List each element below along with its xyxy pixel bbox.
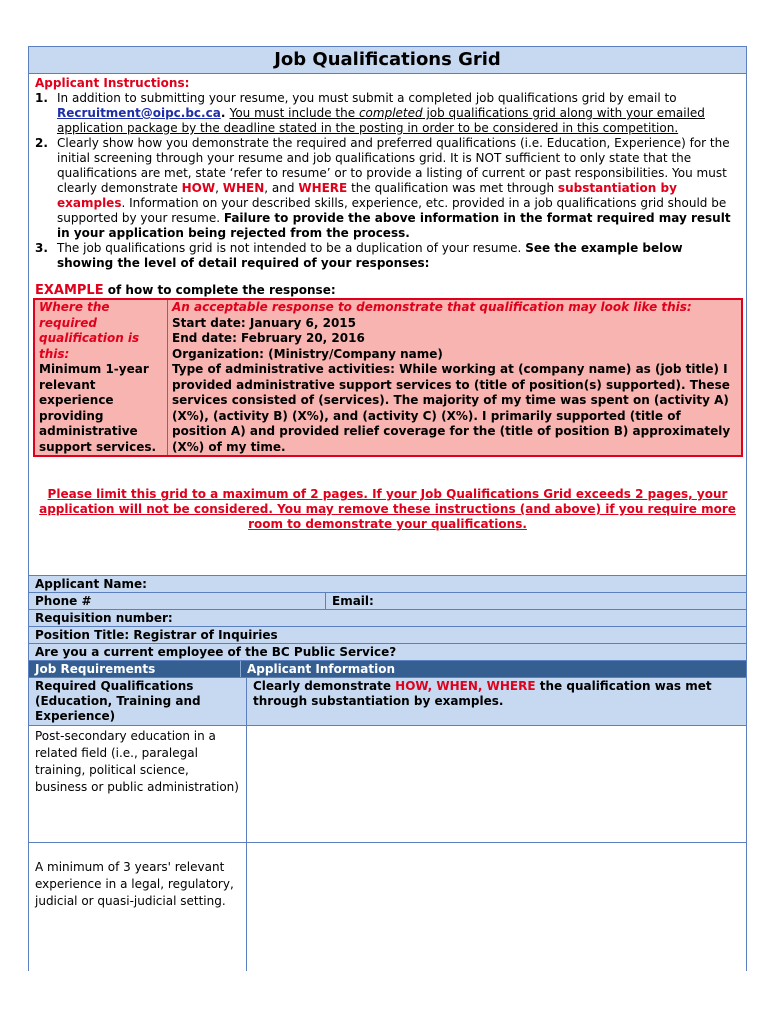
instruction-item-2: 2. Clearly show how you demonstrate the required and preferred qualifications (i.e. Education, Experience) for the initial screening through your resume and job qualifications grid. It is NOT sufficient to only state that the qualifications are met, state ‘refer to resume’ or to provide a listing of current or past responsibilities. You must clearly demonstrate HOW, WHEN, and WHERE the qualification was met through substantiation by examples. Information on your described skills, experience, etc. provided in a job qualifications grid should be supported by your resume. Failure to provide the above information in the format required may result in your application being rejected from the process. xyxy=(35,136,731,240)
example-left-cell: Where the required qualification is this: Minimum 1-year relevant experience providing administrative support services. xyxy=(35,300,168,455)
instruction-item-3: 3. The job qualifications grid is not intended to be a duplication of your resume. See the example below showing the level of detail required of your responses: xyxy=(35,241,683,270)
current-employee-field[interactable]: Are you a current employee of the BC Public Service? xyxy=(29,643,746,660)
instructions-section xyxy=(29,74,746,532)
instructions-heading: Applicant Instructions: xyxy=(35,76,190,90)
example-heading: EXAMPLE of how to complete the response: xyxy=(35,283,336,298)
item-number: 3. xyxy=(35,241,48,255)
item-number: 2. xyxy=(35,136,48,150)
instructions-list xyxy=(35,91,740,271)
requirement-row-1 xyxy=(29,725,746,842)
required-qualifications-label: Required Qualifications (Education, Training and Experience) xyxy=(29,678,247,725)
applicant-name-field[interactable]: Applicant Name: xyxy=(29,575,746,592)
email-field[interactable]: Email: xyxy=(332,594,374,608)
qualifications-form xyxy=(29,575,746,971)
job-requirements-header: Job Requirements xyxy=(29,661,241,677)
page-limit-notice: Please limit this grid to a maximum of 2 pages. If your Job Qualifications Grid exceeds 2 pages, your application will not be considered. You may remove these instructions (and above) if you require more room to demonstrate your qualifications. xyxy=(39,487,736,531)
position-title: Position Title: Registrar of Inquiries xyxy=(29,626,746,643)
grid-header xyxy=(29,660,746,677)
page-title: Job Qualifications Grid xyxy=(29,47,746,74)
item-number: 1. xyxy=(35,91,48,105)
example-right-cell: An acceptable response to demonstrate that qualification may look like this: Start date: January 6, 2015 End date: February 20, 2016 Organization: (Ministry/Company name) Type of administrative activities: While working at (company name) as (job title) I provided administrative support services to (title of position(s) supported). These services consisted of (services). The majority of my time was spent on (activity A) (X%), (activity B) (X%), and (activity C) (X%). I primarily supported (title of position A) and provided relief coverage for the (title of position B) approximately (X%) of my time. xyxy=(172,300,731,454)
demonstrate-instruction: Clearly demonstrate HOW, WHEN, WHERE the qualification was met through substantiation by examples. xyxy=(253,679,712,708)
requisition-field[interactable]: Requisition number: xyxy=(29,609,746,626)
requirement-text: Post-secondary education in a related field (i.e., paralegal training, political science, business or public administration) xyxy=(29,726,247,842)
example-box xyxy=(33,298,743,457)
contact-row xyxy=(29,592,746,609)
applicant-response-cell[interactable] xyxy=(247,726,746,842)
requirement-row-2 xyxy=(29,842,746,971)
applicant-information-header: Applicant Information xyxy=(247,662,395,676)
document-frame xyxy=(28,46,747,971)
phone-field[interactable]: Phone # xyxy=(29,593,326,609)
recruitment-email-link[interactable]: Recruitment@oipc.bc.ca xyxy=(57,106,221,120)
instruction-item-1: 1. In addition to submitting your resume, you must submit a completed job qualifications grid by email to Recruitment@oipc.bc.ca. You must include the completed job qualifications grid along with your emailed application package by the deadline stated in the posting in order to be considered in this competition. xyxy=(35,91,705,135)
requirement-text: A minimum of 3 years' relevant experience in a legal, regulatory, judicial or quasi-judicial setting. xyxy=(29,843,247,971)
grid-subheader xyxy=(29,677,746,725)
applicant-response-cell[interactable] xyxy=(247,843,746,971)
